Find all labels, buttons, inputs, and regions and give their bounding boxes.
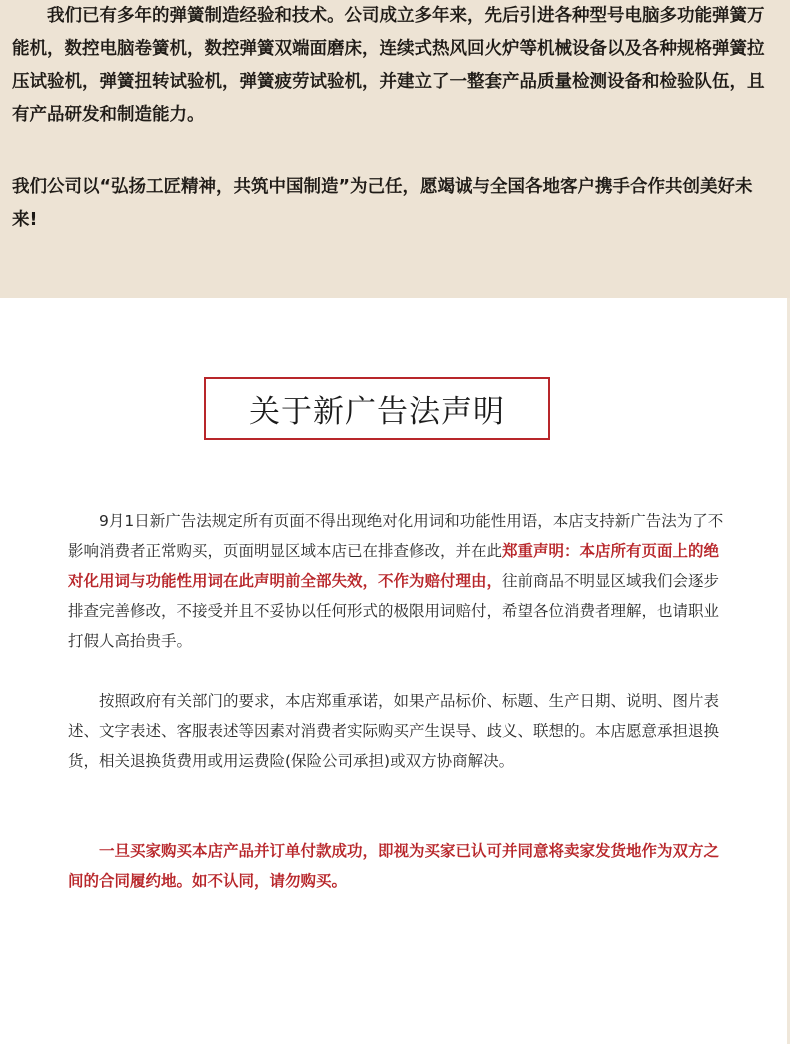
notice-p1-text-b: 往前商品不明显区域我们会逐步排查完善修改，不接受并且不妥协以任何形式的极限用词赔付，希望各位消费者理解，也请职业打假人高抬贵手。 (68, 572, 720, 650)
notice-title: 关于新广告法声明 (249, 394, 505, 430)
notice-paragraph-2: 按照政府有关部门的要求，本店郑重承诺，如果产品标价、标题、生产日期、说明、图片表述、文字表述、客服表述等因素对消费者实际购买产生误导、歧义、联想的。本店愿意承担退换货，相关退换货费用或用运费险(保险公司承担)或双方协商解决。 (68, 692, 720, 770)
notice-paragraph-1 (68, 506, 724, 656)
company-intro-section (0, 0, 790, 298)
notice-paragraph-3: 一旦买家购买本店产品并订单付款成功，即视为买家已认可并同意将卖家发货地作为双方之间的合同履约地。如不认同，请勿购买。 (68, 842, 720, 890)
notice-title-box (204, 377, 550, 440)
notice-p1-text-a: 9月1日新广告法规定所有页面不得出现绝对化用词和功能性用语，本店支持新广告法为了不影响消费者正常购买，页面明显区域本店已在排查修改，并在此 (68, 512, 724, 560)
notice-p1-red-statement: 郑重声明：本店所有页面上的绝对化用词与功能性用词在此声明前全部失效，不作为赔付理由， (68, 542, 720, 590)
intro-paragraph-2: 我们公司以“弘扬工匠精神，共筑中国制造”为己任，愿竭诚与全国各地客户携手合作共创美好未来! (12, 177, 753, 230)
intro-paragraph-1: 我们已有多年的弹簧制造经验和技术。公司成立多年来，先后引进各种型号电脑多功能弹簧万能机，数控电脑卷簧机，数控弹簧双端面磨床，连续式热风回火炉等机械设备以及各种规格弹簧拉压试验机，弹簧扭转试验机，弹簧疲劳试验机，并建立了一整套产品质量检测设备和检验队伍，且有产品研发和制造能力。 (12, 6, 765, 125)
